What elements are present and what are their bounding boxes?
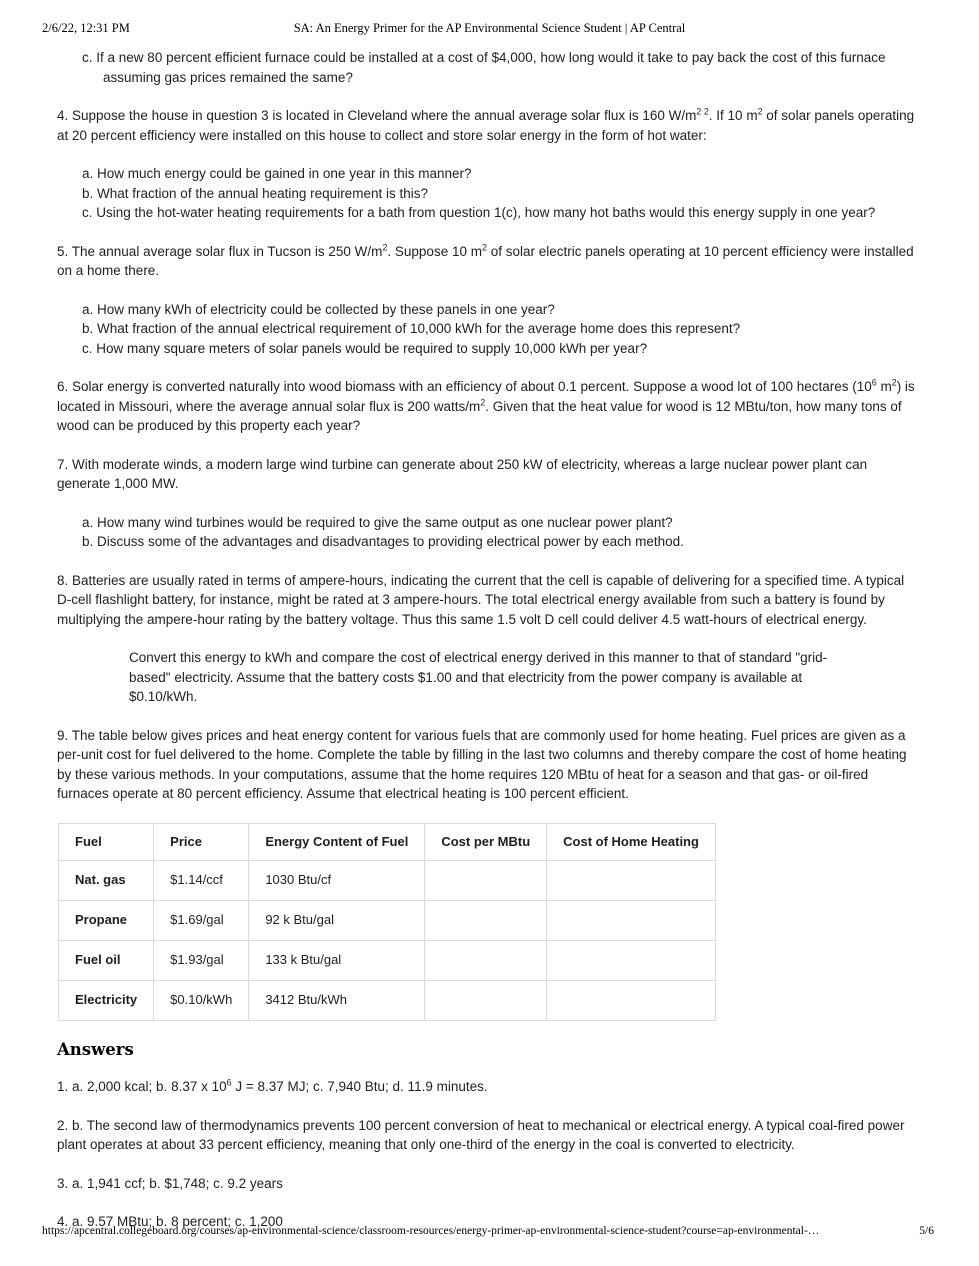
table-cell: 92 k Btu/gal xyxy=(249,900,425,940)
item-text: How many kWh of electricity could be collected by these panels in one year? xyxy=(97,301,555,317)
table-cell: $1.93/gal xyxy=(154,940,249,980)
question-6: 6. Solar energy is converted naturally into wood biomass with an efficiency of about 0.1 percent. Suppose a wood lot of 100 hectares ($10^6$ $m^2$) is located in Missouri, where the average annual solar flux is 200 watts/$m^2$. Given that the heat value for wood is 12 MBtu/ton, how many tons of wood can be produced by this property each year? xyxy=(57,377,915,433)
sub-item xyxy=(82,339,922,359)
item-text: What fraction of the annual heating requirement is this? xyxy=(97,185,428,201)
question-4-subitems xyxy=(82,164,922,223)
table-cell-blank xyxy=(547,860,716,900)
sub-item xyxy=(82,513,922,533)
column-header-cost-per-mbtu: Cost per MBtu xyxy=(425,823,547,860)
question-5-subitems xyxy=(82,300,922,359)
table-cell-blank xyxy=(547,900,716,940)
table-row xyxy=(59,980,716,1020)
table-cell-blank xyxy=(425,980,547,1020)
item-marker: c. xyxy=(82,205,93,220)
item-marker: b. xyxy=(82,185,94,201)
table-cell-blank xyxy=(547,980,716,1020)
item-text: Using the hot-water heating requirements for a bath from question 1(c), how many hot baths would this energy supply in one year? xyxy=(96,205,876,220)
table-cell: Fuel oil xyxy=(59,940,154,980)
table-cell: 1030 Btu/cf xyxy=(249,860,425,900)
table-cell-blank xyxy=(547,940,716,980)
table-cell: $1.69/gal xyxy=(154,900,249,940)
table-row xyxy=(59,900,716,940)
sub-item xyxy=(82,184,922,204)
table-row xyxy=(59,860,716,900)
table-cell: $0.10/kWh xyxy=(154,980,249,1020)
sub-item xyxy=(82,164,922,184)
answers-heading: Answers xyxy=(57,1039,134,1059)
table-cell-blank xyxy=(425,860,547,900)
question-8: 8. Batteries are usually rated in terms of ampere-hours, indicating the current that the cell is capable of delivering for a specified time. A typical D-cell flashlight battery, for instance, might be rated at 3 ampere-hours. The total electrical energy available from such a battery is found by multiplying the ampere-hour rating by the battery voltage. Thus this same 1.5 volt D cell could deliver 4.5 watt-hours of electrical energy. xyxy=(57,572,905,627)
column-header-price: Price xyxy=(154,823,249,860)
item-marker: a. xyxy=(82,301,94,317)
question-9: 9. The table below gives prices and heat energy content for various fuels that are commonly used for home heating. Fuel prices are given as a per-unit cost for fuel delivered to the home. Complete the table by filling in the last two columns and thereby compare the cost of home heating by these various methods. In your computations, assume that the home requires 120 MBtu of heat for a season and that gas- or oil-fired furnaces operate at 80 percent efficiency. Assume that electrical heating is 100 percent efficient. xyxy=(57,727,907,801)
item-text: What fraction of the annual electrical requirement of 10,000 kWh for the average home does this represent? xyxy=(97,321,741,336)
sub-item xyxy=(82,300,922,320)
item-text: Discuss some of the advantages and disadvantages to providing electrical power by each method. xyxy=(97,534,684,549)
question-7-subitems xyxy=(82,513,922,552)
fuel-cost-table xyxy=(58,823,716,1021)
column-header-fuel: Fuel xyxy=(59,823,154,860)
page-title: SA: An Energy Primer for the AP Environmental Science Student | AP Central xyxy=(293,21,686,35)
sub-item xyxy=(82,319,922,339)
print-header xyxy=(0,0,979,36)
table-cell-blank xyxy=(425,940,547,980)
answer-2: 2. b. The second law of thermodynamics prevents 100 percent conversion of heat to mechanical or electrical energy. A typical coal-fired power plant operates at about 33 percent efficiency, meaning that only one-third of the energy in the coal is converted to electricity. xyxy=(57,1117,905,1152)
item-marker: b. xyxy=(82,534,94,549)
table-cell: Propane xyxy=(59,900,154,940)
table-cell: 133 k Btu/gal xyxy=(249,940,425,980)
column-header-cost-of-home-heating: Cost of Home Heating xyxy=(547,823,716,860)
sub-item xyxy=(82,203,922,223)
question-5: 5. The annual average solar flux in Tucson is 250 $W/m^2$. Suppose 10 $m^2$ of solar electric panels operating at 10 percent efficiency were installed on a home there. xyxy=(57,242,914,278)
item-marker: c. xyxy=(82,50,93,65)
answer-4: 4. a. 9.57 MBtu; b. 8 percent; c. 1,200 xyxy=(57,1214,283,1229)
table-cell: 3412 Btu/kWh xyxy=(249,980,425,1020)
item-text: How many square meters of solar panels would be required to supply 10,000 kWh per year? xyxy=(96,340,648,356)
item-marker: a. xyxy=(82,514,94,530)
answer-1: 1. a. 2,000 kcal; b. 8.37 x $10^6$ J = 8.37 MJ; c. 7,940 Btu; d. 11.9 minutes. xyxy=(57,1077,488,1094)
item-text: How many wind turbines would be required to give the same output as one nuclear power plant? xyxy=(97,514,673,530)
sub-item xyxy=(82,532,922,552)
item-marker: c. xyxy=(82,340,93,356)
source-url: https://apcentral.collegeboard.org/courses/ap-environmental-science/classroom-resources/energy-primer-ap-environmental-science-student?course=ap-environmental-… xyxy=(42,1225,820,1237)
table-cell: Electricity xyxy=(59,980,154,1020)
item-text: If a new 80 percent efficient furnace could be installed at a cost of $4,000, how long would it take to pay back the cost of this furnace assuming gas prices remained the same? xyxy=(96,50,886,85)
item-text: How much energy could be gained in one year in this manner? xyxy=(97,166,472,181)
table-cell: Nat. gas xyxy=(59,860,154,900)
answer-3: 3. a. 1,941 ccf; b. $1,748; c. 9.2 years xyxy=(57,1175,283,1191)
page-number: 5/6 xyxy=(919,1225,934,1237)
table-cell-blank xyxy=(425,900,547,940)
question-3c-item xyxy=(82,48,922,87)
table-cell: $1.14/ccf xyxy=(154,860,249,900)
document-body xyxy=(57,48,922,1232)
table-header-row xyxy=(59,823,716,860)
question-8-note: Convert this energy to kWh and compare the cost of electrical energy derived in this manner to that of standard "grid-based" electricity. Assume that the battery costs $1.00 and that electricity from the power company is available at $0.10/kWh. xyxy=(129,650,828,704)
item-marker: a. xyxy=(82,166,94,181)
question-4: 4. Suppose the house in question 3 is located in Cleveland where the annual average solar flux is 160 $W/m^{2 2}$. If 10 $m^2$ of solar panels operating at 20 percent efficiency were installed on this house to collect and store solar energy in the form of hot water: xyxy=(57,106,915,143)
column-header-energy-content: Energy Content of Fuel xyxy=(249,823,425,860)
item-marker: b. xyxy=(82,321,94,336)
question-7: 7. With moderate winds, a modern large wind turbine can generate about 250 kW of electricity, whereas a large nuclear power plant can generate 1,000 MW. xyxy=(57,456,868,491)
table-row xyxy=(59,940,716,980)
print-timestamp: 2/6/22, 12:31 PM xyxy=(42,21,130,35)
